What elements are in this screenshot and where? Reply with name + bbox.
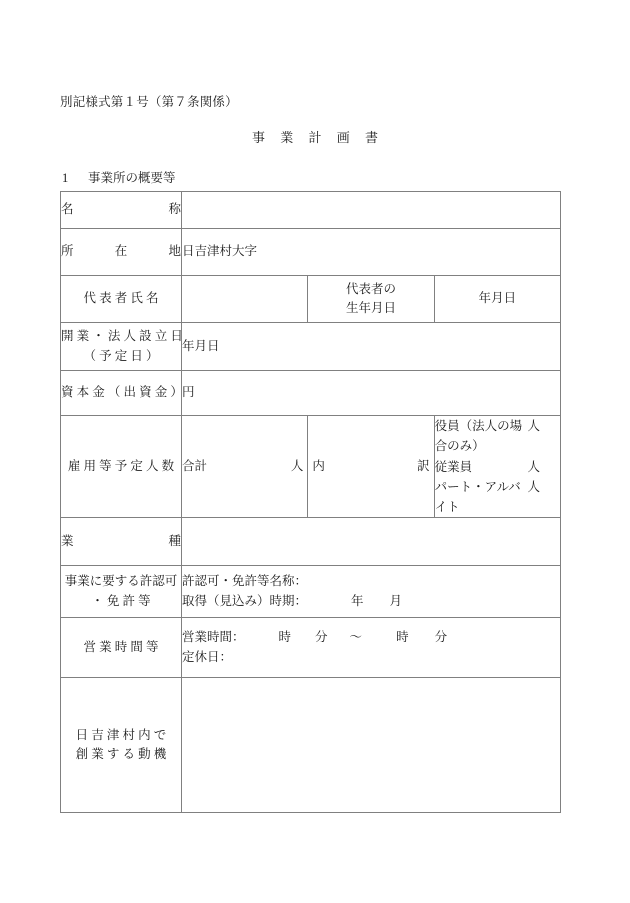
row-label-industry	[61, 518, 182, 566]
license-name-line: 許認可・免許等名称：	[182, 574, 308, 589]
license-date-prefix: 取得（見込み）時期：	[182, 593, 308, 608]
label-name-left: 名	[61, 202, 74, 217]
hours-open-hour-unit: 時	[278, 630, 292, 645]
table-row-name	[61, 192, 561, 229]
hours-open-min-unit: 分	[315, 630, 328, 645]
hours-closed-days-line: 定休日：	[182, 649, 233, 664]
license-year-unit: 年	[351, 593, 364, 608]
birthdate-year-unit: 年	[478, 291, 492, 306]
employees-total-unit: 人	[290, 458, 304, 473]
establishment-month-unit: 月	[194, 338, 208, 353]
row-label-breakdown	[308, 416, 434, 518]
field-address-value[interactable]: 日吉津村大字	[182, 229, 561, 276]
hours-time-line	[182, 628, 560, 647]
label-breakdown-right: 訳	[417, 458, 430, 473]
breakdown-label-officers: 役員（法人の場合のみ）	[434, 419, 523, 454]
section-heading	[62, 168, 176, 186]
table-row-employees	[61, 416, 561, 518]
hours-close-hour-unit: 時	[396, 630, 409, 645]
table-row-representative	[61, 276, 561, 323]
field-industry-value[interactable]	[182, 518, 561, 566]
establishment-year-unit: 年	[182, 338, 195, 353]
label-employees-total: 合計	[182, 458, 208, 473]
label-industry-left: 業	[61, 534, 74, 549]
form-number: 別記様式第１号（第７条関係）	[60, 95, 238, 109]
license-date-line	[182, 592, 560, 611]
field-name-value[interactable]	[182, 192, 561, 229]
table-row-license	[61, 566, 561, 618]
page-title: 事 業 計 画 書	[251, 130, 384, 145]
label-license-line1: 事業に要する許認可	[64, 574, 178, 589]
row-label-establishment	[61, 323, 182, 371]
field-hours-value[interactable]	[182, 618, 561, 678]
table-row-establishment	[61, 323, 561, 371]
label-license-line2: ・ 免 許 等	[91, 593, 151, 608]
field-license-value[interactable]	[182, 566, 561, 618]
section-label: 事業所の概要等	[88, 171, 176, 185]
hours-range-separator: 〜	[349, 630, 363, 645]
birthdate-month-unit: 月	[491, 291, 504, 306]
table-row-capital	[61, 371, 561, 416]
label-industry-right: 種	[168, 534, 181, 549]
license-month-unit: 月	[389, 593, 403, 608]
label-establishment-line2: （ 予 定 日 ）	[83, 348, 159, 363]
field-employees-total[interactable]	[182, 416, 308, 518]
breakdown-unit-parttime: 人	[527, 479, 540, 494]
label-establishment-line1: 開 業 ・ 法 人 設 立 日	[61, 329, 183, 344]
table-row-motive	[61, 678, 561, 813]
breakdown-unit-staff: 人	[527, 459, 540, 474]
row-label-name	[61, 192, 182, 229]
label-motive-line1: 日 吉 津 村 内 で	[75, 727, 167, 742]
label-birthdate-line2: 生年月日	[345, 301, 396, 315]
breakdown-label-staff: 従業員	[434, 459, 473, 474]
field-establishment-date[interactable]	[182, 323, 561, 371]
label-birthdate-line1: 代表者の	[345, 281, 396, 296]
hours-prefix: 営業時間：	[182, 630, 245, 645]
establishment-day-unit: 日	[207, 338, 220, 353]
row-label-capital: 資 本 金 （ 出 資 金 ）	[61, 371, 182, 416]
breakdown-label-parttime: パート・アルバイト	[434, 479, 521, 514]
breakdown-item-parttime	[435, 477, 560, 518]
section-number: 1	[62, 171, 69, 185]
label-motive-line2: 創 業 す る 動 機	[75, 747, 167, 762]
label-name-right: 称	[168, 202, 181, 217]
field-capital-value[interactable]	[182, 371, 561, 416]
table-row-industry	[61, 518, 561, 566]
row-label-employees: 雇 用 等 予 定 人 数	[61, 416, 182, 518]
table-row-address	[61, 229, 561, 276]
row-label-address	[61, 229, 182, 276]
breakdown-unit-officers: 人	[527, 419, 540, 433]
row-label-birthdate	[308, 276, 434, 323]
business-plan-table	[60, 191, 561, 813]
capital-currency-unit: 円	[182, 385, 195, 400]
birthdate-day-unit: 日	[503, 291, 517, 306]
breakdown-item-officers	[435, 416, 560, 457]
field-representative-name[interactable]	[182, 276, 308, 323]
field-motive-value[interactable]	[182, 678, 561, 813]
label-address-right: 地	[168, 244, 181, 259]
label-breakdown-left: 内	[312, 458, 325, 473]
table-row-hours	[61, 618, 561, 678]
row-label-license	[61, 566, 182, 618]
label-address-left: 所	[61, 244, 74, 259]
row-label-representative: 代 表 者 氏 名	[61, 276, 182, 323]
row-label-hours: 営 業 時 間 等	[61, 618, 182, 678]
hours-close-min-unit: 分	[434, 630, 448, 645]
breakdown-item-staff	[435, 457, 560, 477]
row-label-motive	[61, 678, 182, 813]
field-employees-breakdown[interactable]	[434, 416, 560, 518]
field-birthdate-value[interactable]	[434, 276, 560, 323]
label-address-mid: 在	[114, 244, 128, 259]
